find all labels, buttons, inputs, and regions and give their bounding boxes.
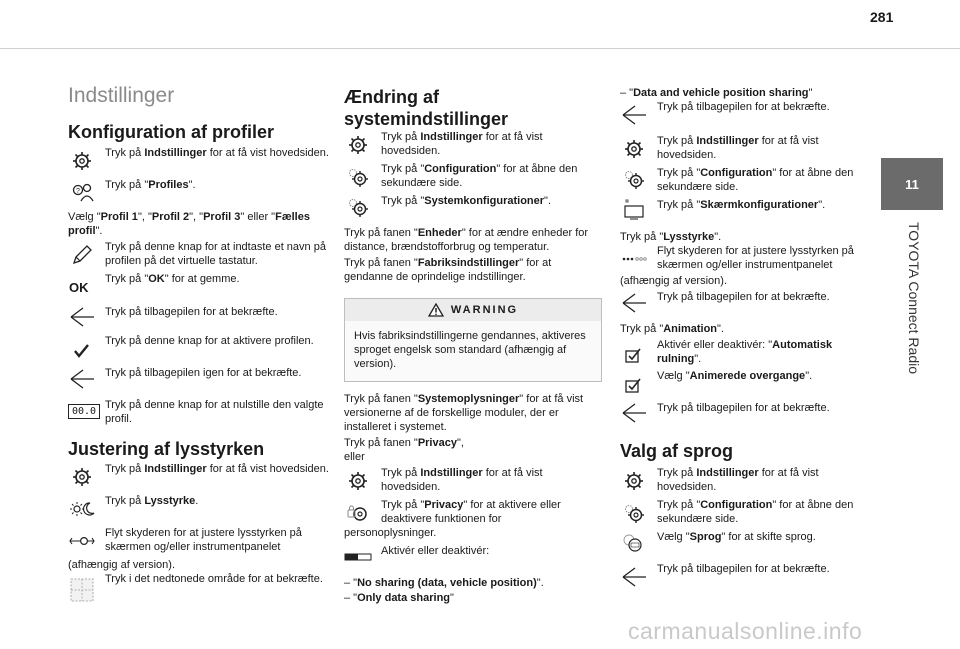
text-paragraph: Tryk på "Lysstyrke". bbox=[620, 231, 722, 243]
slider-icon bbox=[68, 530, 96, 552]
text-item: Tryk på "Skærmkonfigurationer". bbox=[657, 199, 826, 211]
privacy-icon bbox=[344, 502, 372, 524]
text-item: Flyt skyderen for at justere lysstyrken på skærmen og/eller instrumentpanelet bbox=[657, 245, 854, 271]
text-item: Tryk på tilbagepilen for at bekræfte. bbox=[105, 306, 278, 318]
text-item: Tryk på tilbagepilen igen for at bekræfte. bbox=[105, 367, 302, 379]
text-paragraph: Tryk på fanen "Enheder" for at ændre enheder for distance, brændstofforbrug og temperatur. bbox=[344, 227, 589, 253]
text-item: Tryk på denne knap for at aktivere profilen. bbox=[105, 335, 314, 347]
settings-gear-icon bbox=[344, 134, 372, 156]
bullet-item: – "Only data sharing" bbox=[344, 592, 454, 604]
toggle-switch-icon bbox=[344, 546, 372, 568]
back-arrow-icon bbox=[620, 402, 648, 424]
language-flag-icon bbox=[620, 532, 648, 554]
bullet-item: – "Data and vehicle position sharing" bbox=[620, 87, 813, 99]
profile-icon bbox=[68, 180, 96, 202]
back-arrow-icon bbox=[620, 104, 648, 126]
watermark: carmanualsonline.info bbox=[628, 618, 863, 644]
section-heading-language: Valg af sprog bbox=[620, 441, 734, 461]
section-heading-brightness: Justering af lysstyrken bbox=[68, 439, 265, 459]
slider-dots-icon bbox=[620, 248, 648, 270]
settings-gear-icon bbox=[344, 470, 372, 492]
text-item: Vælg "Sprog" for at skifte sprog. bbox=[657, 531, 816, 543]
configuration-gears-icon bbox=[344, 196, 372, 218]
back-arrow-icon bbox=[620, 566, 648, 588]
ok-icon: OK bbox=[69, 280, 89, 295]
text-item: Tryk på Indstillinger for at få vist hovedsiden. bbox=[657, 467, 819, 493]
text-item: (afhængig af version). bbox=[620, 275, 727, 287]
text-item: Tryk på Lysstyrke. bbox=[105, 495, 199, 507]
text-item: Vælg "Animerede overgange". bbox=[657, 370, 813, 382]
configuration-gears-icon bbox=[620, 168, 648, 190]
text-item: Tryk på denne knap for at indtaste et navn på profilen på det virtuelle tastatur. bbox=[105, 241, 326, 267]
text-paragraph: Tryk på fanen "Systemoplysninger" for at få vist versionerne af de forskellige moduler, der er installeret i systemet. bbox=[344, 393, 584, 433]
text-item: (afhængig af version). bbox=[68, 559, 175, 571]
text-paragraph: eller bbox=[344, 451, 365, 463]
checkmark-icon bbox=[68, 340, 96, 362]
page-number: 281 bbox=[870, 9, 894, 25]
text-item: Aktivér eller deaktivér: "Automatisk rulning". bbox=[657, 339, 833, 365]
text-item: Tryk i det nedtonede område for at bekræfte. bbox=[105, 573, 323, 585]
reset-icon: 00.0 bbox=[68, 404, 100, 419]
checkbox-icon bbox=[620, 374, 648, 396]
text-item: Tryk på Indstillinger for at få vist hovedsiden. bbox=[657, 135, 819, 161]
chapter-tab: 11 bbox=[881, 158, 943, 210]
bullet-item: – "No sharing (data, vehicle position)". bbox=[344, 577, 544, 589]
settings-gear-icon bbox=[68, 150, 96, 172]
section-heading-profiles: Konfiguration af profiler bbox=[68, 122, 274, 142]
text-paragraph: Tryk på "Animation". bbox=[620, 323, 724, 335]
warning-triangle-icon bbox=[428, 303, 444, 317]
text-item: Tryk på Indstillinger for at få vist hovedsiden. bbox=[381, 467, 543, 493]
text-item: Aktivér eller deaktivér: bbox=[381, 545, 490, 557]
chapter-title: TOYOTA Connect Radio bbox=[906, 222, 922, 374]
back-arrow-icon bbox=[620, 292, 648, 314]
text-item: Tryk på "Configuration" for at åbne den sekundære side. bbox=[381, 163, 578, 189]
back-arrow-icon bbox=[68, 306, 96, 328]
settings-gear-icon bbox=[68, 466, 96, 488]
text-item: Tryk på "Privacy" for at aktivere eller deaktivere funktionen for bbox=[381, 499, 561, 525]
settings-gear-icon bbox=[620, 138, 648, 160]
configuration-gears-icon bbox=[620, 502, 648, 524]
text-item: Tryk på "Configuration" for at åbne den sekundære side. bbox=[657, 499, 854, 525]
text-item: Tryk på denne knap for at nulstille den valgte profil. bbox=[105, 399, 324, 425]
warning-text: Hvis fabriksindstillingerne gendannes, aktiveres sproget engelsk som standard (afhængig af version). bbox=[354, 330, 586, 370]
text-item: Tryk på tilbagepilen for at bekræfte. bbox=[657, 291, 830, 303]
text-item: Flyt skyderen for at justere lysstyrken på skærmen og/eller instrumentpanelet bbox=[105, 527, 302, 553]
text-item: Tryk på Indstillinger for at få vist hovedsiden. bbox=[105, 463, 329, 475]
section-heading-system: Ændring af systemindstillinger bbox=[344, 87, 509, 129]
text-item: Tryk på tilbagepilen for at bekræfte. bbox=[657, 402, 830, 414]
warning-title: WARNING bbox=[450, 304, 519, 316]
screen-brightness-icon bbox=[620, 198, 648, 220]
warning-header bbox=[345, 299, 601, 321]
checkbox-icon bbox=[620, 344, 648, 366]
text-item: personoplysninger. bbox=[344, 527, 437, 539]
warning-box bbox=[344, 298, 602, 382]
configuration-gears-icon bbox=[344, 166, 372, 188]
profile-select-text: Vælg "Profil 1", "Profil 2", "Profil 3" eller "Fælles profil". bbox=[68, 211, 310, 237]
text-item: Tryk på Indstillinger for at få vist hovedsiden. bbox=[105, 147, 329, 159]
settings-gear-icon bbox=[620, 470, 648, 492]
back-arrow-icon bbox=[68, 368, 96, 390]
text-item: Tryk på "OK" for at gemme. bbox=[105, 273, 240, 285]
text-paragraph: Tryk på fanen "Fabriksindstillinger" for at gendanne de oprindelige indstillinger. bbox=[344, 257, 552, 283]
grayed-area-icon bbox=[68, 576, 96, 604]
page-title: Indstillinger bbox=[68, 84, 175, 107]
top-rule bbox=[0, 48, 960, 49]
text-item: Tryk på Indstillinger for at få vist hovedsiden. bbox=[381, 131, 543, 157]
text-item: Tryk på tilbagepilen for at bekræfte. bbox=[657, 563, 830, 575]
svg-text:?: ? bbox=[76, 188, 80, 195]
edit-pencil-icon bbox=[68, 244, 96, 266]
brightness-icon bbox=[68, 498, 96, 520]
text-item: Tryk på tilbagepilen for at bekræfte. bbox=[657, 101, 830, 113]
text-paragraph: Tryk på fanen "Privacy", bbox=[344, 437, 464, 449]
text-item: Tryk på "Profiles". bbox=[105, 179, 196, 191]
text-item: Tryk på "Configuration" for at åbne den sekundære side. bbox=[657, 167, 854, 193]
text-item: Tryk på "Systemkonfigurationer". bbox=[381, 195, 552, 207]
